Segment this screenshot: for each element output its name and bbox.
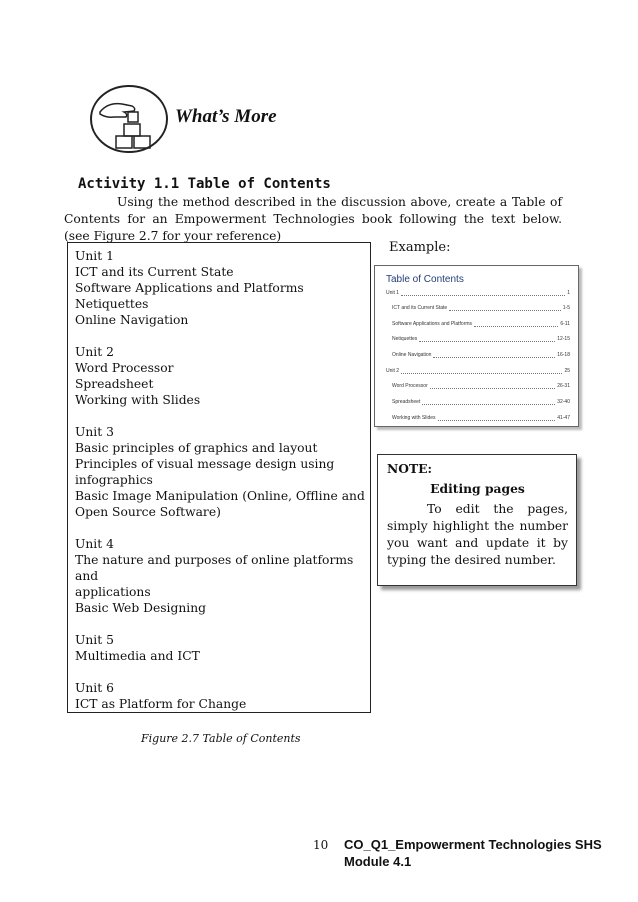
example-toc-leader: [419, 341, 555, 342]
unit-block: [75, 632, 370, 664]
unit-heading: Unit 1: [75, 249, 114, 263]
unit-block: [75, 424, 370, 520]
example-toc-page: 32-40: [557, 399, 570, 405]
example-toc-leader: [430, 388, 555, 389]
example-toc-row: [375, 290, 578, 299]
note-heading: Editing pages: [430, 481, 525, 496]
unit-topic: The nature and purposes of online platforms and: [75, 553, 354, 583]
example-toc-page: 16-18: [557, 352, 570, 358]
example-toc-leader: [401, 295, 565, 296]
unit-topic: Multimedia and ICT: [75, 649, 200, 663]
section-title: What’s More: [175, 106, 277, 127]
note-label: NOTE:: [387, 461, 433, 476]
unit-topic: Principles of visual message design using: [75, 457, 335, 471]
unit-topic: ICT as Platform for Change: [75, 697, 247, 711]
units-text-box: [67, 242, 371, 713]
unit-heading: Unit 2: [75, 345, 114, 359]
example-toc-row-text: Word Processor: [392, 383, 428, 389]
example-toc-row-text: Netiquettes: [392, 336, 418, 342]
example-toc-page: 1: [567, 290, 570, 296]
example-toc-row: [375, 321, 578, 330]
example-toc-leader: [401, 373, 562, 374]
unit-topic: infographics: [75, 473, 153, 487]
example-toc-page: 6-11: [560, 321, 570, 327]
example-toc-page: 25: [564, 368, 570, 374]
module-code-line: Module 4.1: [344, 854, 412, 869]
example-toc-row-text: Unit 1: [386, 290, 400, 296]
example-toc-row: [375, 383, 578, 392]
unit-topic: Basic principles of graphics and layout: [75, 441, 318, 455]
example-toc-page: 41-47: [557, 415, 570, 421]
unit-topic: Working with Slides: [75, 393, 201, 407]
example-toc-row-text: Unit 2: [386, 368, 400, 374]
unit-topic: Basic Image Manipulation (Online, Offline and: [75, 489, 365, 503]
activity-title: Activity 1.1 Table of Contents: [78, 176, 331, 192]
example-toc-row: [375, 368, 578, 377]
unit-topic: Spreadsheet: [75, 377, 154, 391]
example-toc-leader: [474, 326, 558, 327]
example-toc-row: [375, 305, 578, 314]
example-toc-row: [375, 399, 578, 408]
unit-heading: Unit 4: [75, 537, 114, 551]
example-toc-image: [374, 265, 579, 427]
unit-topic: Online Navigation: [75, 313, 189, 327]
example-toc-row: [375, 336, 578, 345]
page-number: 10: [313, 838, 329, 852]
note-box: [377, 454, 577, 586]
figure-caption: Figure 2.7 Table of Contents: [141, 732, 301, 745]
example-toc-row: [375, 415, 578, 424]
module-code-line: CO_Q1_Empowerment Technologies SHS: [344, 837, 602, 852]
example-toc-row: [375, 352, 578, 361]
example-toc-row-text: Online Navigation: [392, 352, 432, 358]
example-toc-page: 1-5: [562, 305, 570, 311]
module-code: [344, 836, 614, 870]
unit-topic: Word Processor: [75, 361, 174, 375]
unit-heading: Unit 6: [75, 681, 114, 695]
example-toc-page: 26-31: [557, 383, 570, 389]
unit-topic: Basic Web Designing: [75, 601, 206, 615]
unit-block: [75, 536, 370, 616]
example-toc-leader: [449, 310, 561, 311]
unit-block: [75, 680, 370, 712]
unit-heading: Unit 5: [75, 633, 114, 647]
unit-topic: applications: [75, 585, 151, 599]
note-body: To edit the pages, simply highlight the number you want and update it by typing the desired number.: [387, 502, 568, 567]
example-toc-row-text: Working with Slides: [392, 415, 436, 421]
unit-topic: Netiquettes: [75, 297, 149, 311]
unit-topic: Open Source Software): [75, 505, 221, 519]
example-toc-row-text: Software Applications and Platforms: [392, 321, 473, 327]
example-toc-leader: [422, 404, 555, 405]
whats-more-icon: [88, 84, 170, 154]
activity-instructions: Using the method described in the discussion above, create a Table of Contents for an Empowerment Technologies book following the text below. (see Figure 2.7 for your reference): [64, 195, 562, 243]
example-toc-page: 12-15: [557, 336, 570, 342]
example-toc-leader: [433, 357, 555, 358]
example-toc-title: Table of Contents: [386, 274, 464, 285]
example-label: Example:: [389, 240, 451, 255]
unit-topic: Software Applications and Platforms: [75, 281, 304, 295]
example-toc-row-text: ICT and its Current State: [392, 305, 448, 311]
unit-heading: Unit 3: [75, 425, 114, 439]
unit-block: [75, 248, 370, 328]
unit-block: [75, 344, 370, 408]
unit-topic: ICT and its Current State: [75, 265, 234, 279]
example-toc-row-text: Spreadsheet: [392, 399, 421, 405]
example-toc-leader: [438, 420, 555, 421]
